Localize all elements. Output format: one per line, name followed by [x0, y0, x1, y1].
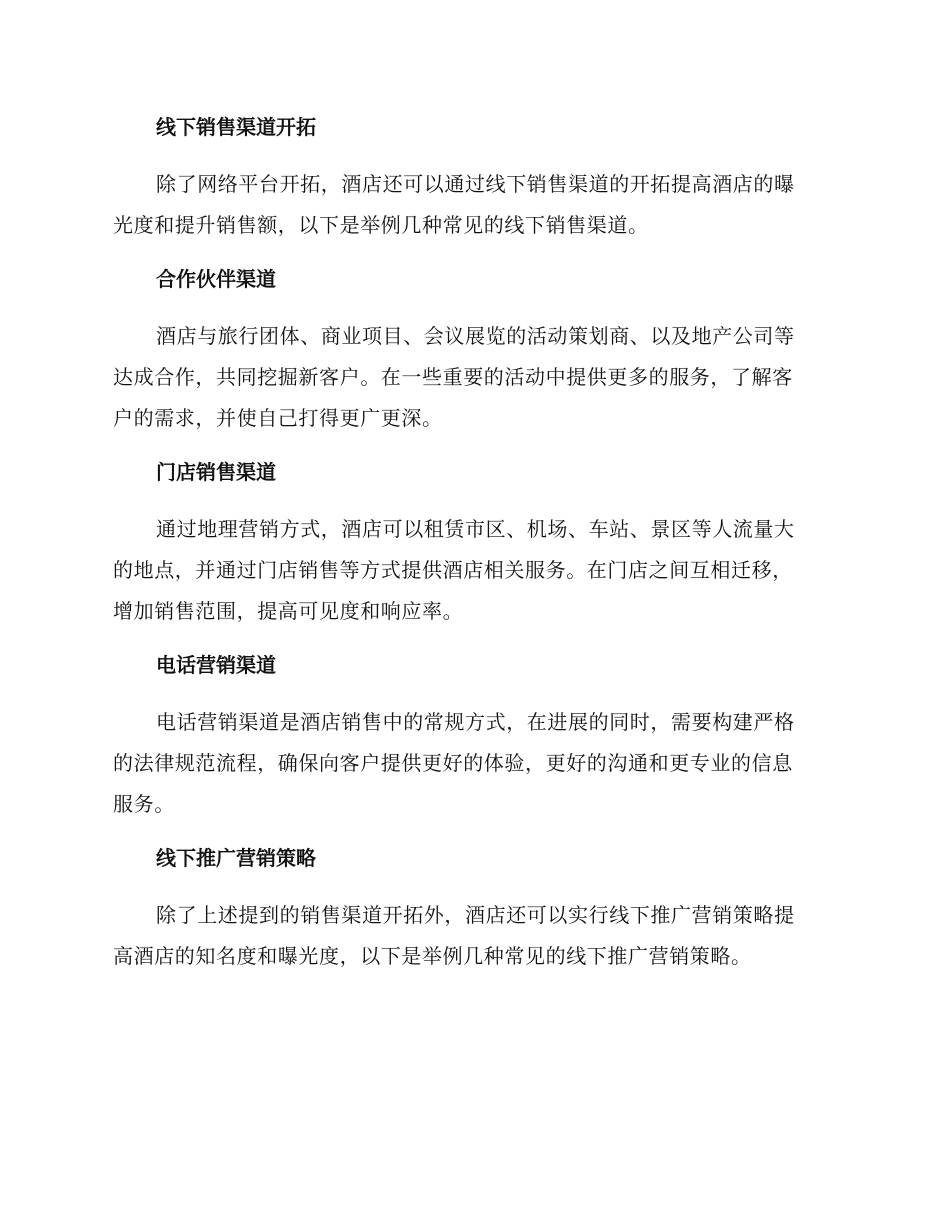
paragraph-line: 酒店与旅行团体、商业项目、会议展览的活动策划商、以及地产公司等	[156, 324, 795, 348]
section-paragraph	[113, 164, 833, 246]
section-heading: 合作伙伴渠道	[156, 267, 276, 291]
paragraph-line: 的法律规范流程，确保向客户提供更好的体验，更好的沟通和更专业的信息	[113, 751, 793, 775]
paragraph-line: 电话营销渠道是酒店销售中的常规方式，在进展的同时，需要构建严格	[156, 710, 795, 734]
paragraph-line: 的地点，并通过门店销售等方式提供酒店相关服务。在门店之间互相迁移，	[113, 558, 793, 582]
section-heading: 电话营销渠道	[156, 653, 276, 677]
section-paragraph	[113, 702, 833, 825]
paragraph-line: 增加销售范围，提高可见度和响应率。	[113, 599, 464, 623]
paragraph-line: 通过地理营销方式，酒店可以租赁市区、机场、车站、景区等人流量大	[156, 517, 795, 541]
paragraph-line: 光度和提升销售额，以下是举例几种常见的线下销售渠道。	[113, 213, 649, 237]
paragraph-line: 除了网络平台开拓，酒店还可以通过线下销售渠道的开拓提高酒店的曝	[156, 172, 795, 196]
section-heading: 线下销售渠道开拓	[156, 115, 316, 139]
paragraph-line: 除了上述提到的销售渠道开拓外，酒店还可以实行线下推广营销策略提	[156, 903, 795, 927]
section-paragraph	[113, 316, 833, 439]
paragraph-line: 达成合作，共同挖掘新客户。在一些重要的活动中提供更多的服务，了解客	[113, 365, 793, 389]
section-paragraph	[113, 895, 833, 977]
section-heading: 门店销售渠道	[156, 460, 276, 484]
paragraph-line: 户的需求，并使自己打得更广更深。	[113, 406, 443, 430]
section-heading: 线下推广营销策略	[156, 846, 316, 870]
paragraph-line: 服务。	[113, 792, 175, 816]
section-paragraph	[113, 509, 833, 632]
document-body	[113, 108, 833, 977]
paragraph-line: 高酒店的知名度和曝光度，以下是举例几种常见的线下推广营销策略。	[113, 944, 752, 968]
